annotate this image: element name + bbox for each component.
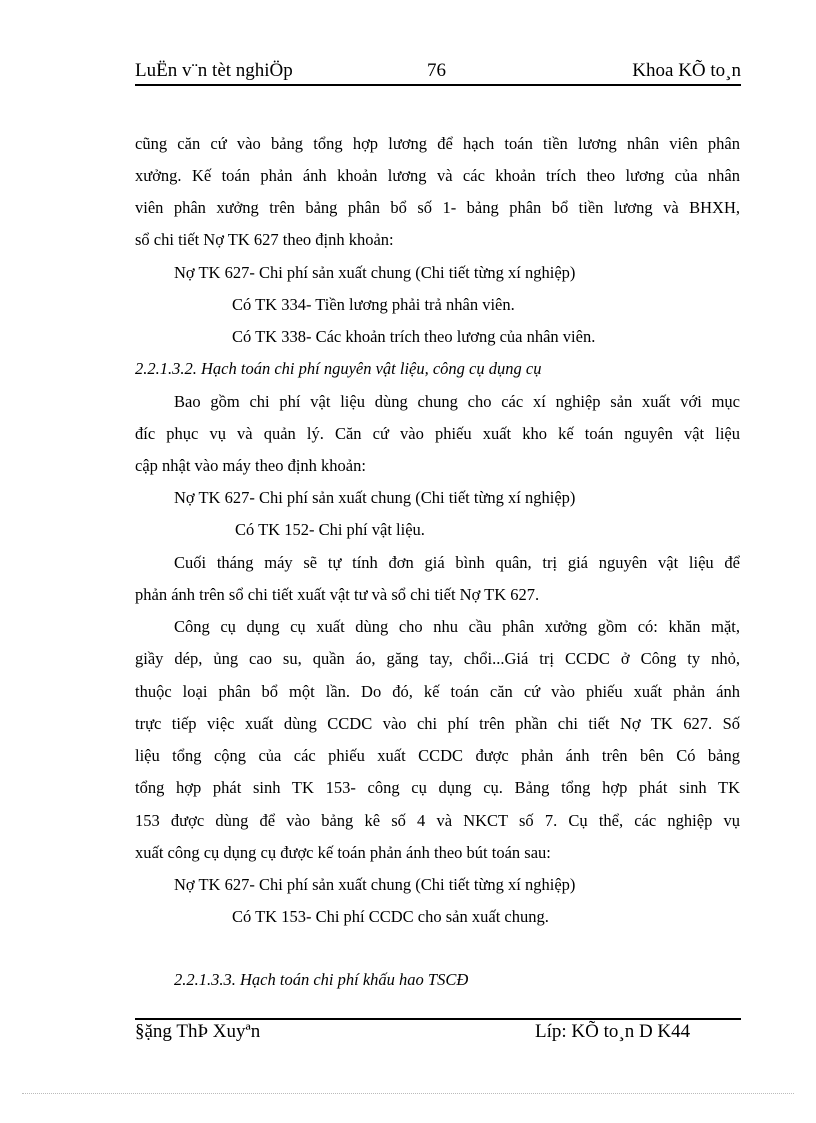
journal-entry-debit: Nợ TK 627- Chi phí sản xuất chung (Chi tiết từng xí nghiệp) [174,263,576,282]
page-header [135,58,741,86]
body-line: giầy dép, ủng cao su, quần áo, găng tay, chổi...Giá trị CCDC ở Công ty nhỏ, [135,649,740,668]
body-line: đíc phục vụ và quản lý. Căn cứ vào phiếu xuất kho kế toán nguyên vật liệu [135,424,740,443]
body-line: cập nhật vào máy theo định khoản: [135,456,366,475]
page-number: 76 [427,60,446,81]
body-line: phản ánh trên sổ chi tiết xuất vật tư và sổ chi tiết Nợ TK 627. [135,585,540,604]
journal-entry-credit: Có TK 153- Chi phí CCDC cho sản xuất chung. [232,907,549,926]
footer-author: §ặng ThÞ Xuyªn [135,1021,261,1042]
header-faculty: Khoa KÕ to¸n [632,60,741,81]
footer-divider [135,1018,741,1020]
body-line: xuất công cụ dụng cụ được kế toán phản ánh theo bút toán sau: [135,843,551,862]
body-line: Công cụ dụng cụ xuất dùng cho nhu cầu phân xưởng gồm có: khăn mặt, [174,617,740,636]
body-line: thuộc loại phân bổ một lần. Do đó, kế toán căn cứ vào phiếu xuất phản ánh [135,682,740,701]
page-bottom-edge [22,1093,794,1094]
journal-entry-debit: Nợ TK 627- Chi phí sản xuất chung (Chi tiết từng xí nghiệp) [174,875,576,894]
section-heading: 2.2.1.3.2. Hạch toán chi phí nguyên vật liệu, công cụ dụng cụ [135,359,542,378]
body-line: 153 được dùng để vào bảng kê số 4 và NKCT số 7. Cụ thể, các nghiệp vụ [135,811,740,830]
journal-entry-credit: Có TK 338- Các khoản trích theo lương của nhân viên. [232,327,596,346]
body-line: Bao gồm chi phí vật liệu dùng chung cho các xí nghiệp sản xuất với mục [174,392,740,411]
body-line: viên phân xưởng trên bảng phân bổ số 1- bảng phân bổ tiền lương và BHXH, [135,198,740,217]
body-line: tổng hợp phát sinh TK 153- công cụ dụng cụ. Bảng tổng hợp phát sinh TK [135,778,740,797]
body-line: cũng căn cứ vào bảng tổng hợp lương để hạch toán tiền lương nhân viên phân [135,134,740,153]
footer-class: Líp: KÕ to¸n D K44 [535,1021,691,1042]
body-line: sổ chi tiết Nợ TK 627 theo định khoản: [135,230,394,249]
journal-entry-credit: Có TK 334- Tiền lương phải trả nhân viên. [232,295,515,314]
header-thesis-title: LuËn v¨n tèt nghiÖp [135,60,293,81]
journal-entry-credit: Có TK 152- Chi phí vật liệu. [235,520,425,539]
body-line: trực tiếp việc xuất dùng CCDC vào chi phí trên phần chi tiết Nợ TK 627. Số [135,714,740,733]
body-line: xưởng. Kế toán phản ánh khoản lương và các khoản trích theo lương của nhân [135,166,740,185]
section-heading: 2.2.1.3.3. Hạch toán chi phí khấu hao TSCĐ [174,970,469,989]
journal-entry-debit: Nợ TK 627- Chi phí sản xuất chung (Chi tiết từng xí nghiệp) [174,488,576,507]
body-line: Cuối tháng máy sẽ tự tính đơn giá bình quân, trị giá nguyên vật liệu để [174,553,740,572]
body-line: liệu tổng cộng của các phiếu xuất CCDC được phản ánh trên bên Có bảng [135,746,740,765]
